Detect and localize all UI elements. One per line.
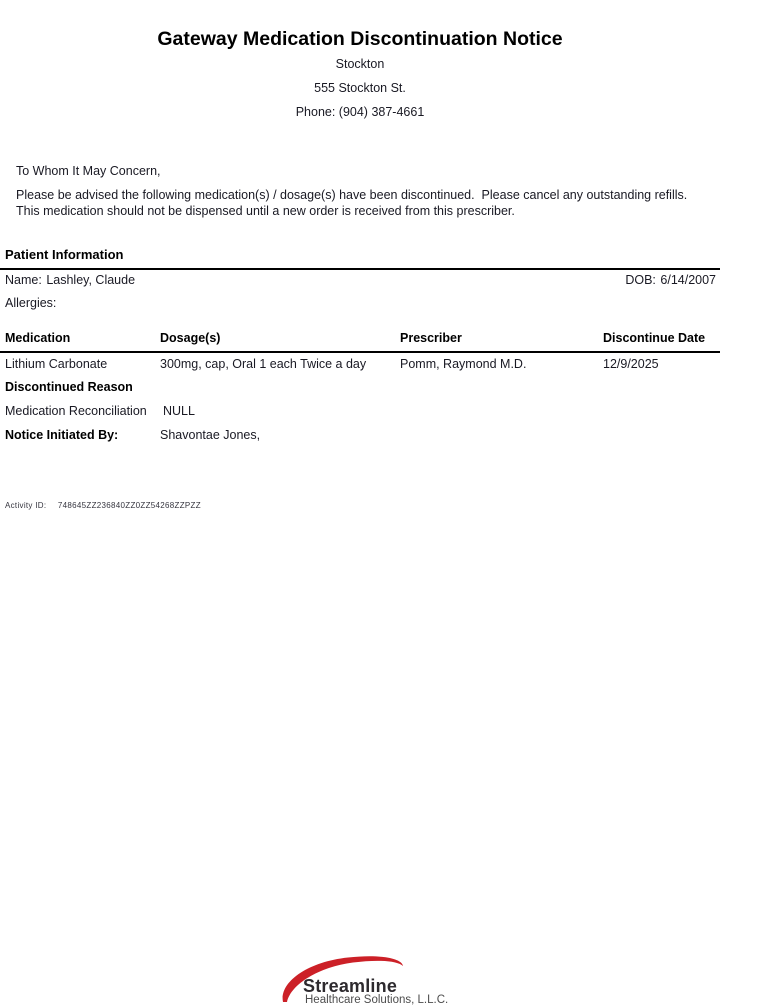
cell-discontinue-date: 12/9/2025 <box>603 357 659 371</box>
salutation: To Whom It May Concern, <box>16 164 161 178</box>
patient-info-divider <box>0 268 720 270</box>
cell-prescriber: Pomm, Raymond M.D. <box>400 357 527 371</box>
patient-dob-label: DOB: <box>625 273 656 287</box>
patient-name-value: Lashley, Claude <box>46 273 136 287</box>
logo-subtitle-text: Healthcare Solutions, L.L.C. <box>305 994 449 1006</box>
discontinued-reason-heading: Discontinued Reason <box>5 380 133 394</box>
notice-initiated-row <box>0 428 720 443</box>
facility-phone: Phone: (904) 387-4661 <box>295 105 425 119</box>
facility-address: 555 Stockton St. <box>314 81 406 95</box>
header-discontinue-date: Discontinue Date <box>603 331 706 345</box>
header-medication: Medication <box>5 331 71 345</box>
logo-brand-text: Streamline <box>303 976 398 996</box>
activity-id-value: 748645ZZ236840ZZ0ZZ54268ZZPZZ <box>57 501 201 510</box>
discontinued-reason: Medication Reconciliation <box>5 404 147 418</box>
table-header-divider <box>0 351 720 353</box>
medication-table-header-row <box>0 331 720 346</box>
activity-id-row <box>5 501 201 510</box>
discontinued-reason-row <box>0 404 720 419</box>
notice-body-paragraph: Please be advised the following medication(s) / dosage(s) have been discontinued. Please cancel any outstanding refills. This medication should not be dispensed until a new order is received from this prescriber. <box>16 188 694 218</box>
header-prescriber: Prescriber <box>400 331 462 345</box>
medication-table-row <box>0 357 720 372</box>
facility-name: Stockton <box>335 57 385 71</box>
patient-name-row <box>5 273 135 287</box>
discontinued-reason-value: NULL <box>163 404 195 418</box>
patient-dob <box>625 273 716 287</box>
patient-dob-value: 6/14/2007 <box>660 273 716 287</box>
allergies-row <box>5 296 59 310</box>
allergies-label: Allergies: <box>5 296 57 310</box>
header-dosage: Dosage(s) <box>160 331 221 345</box>
patient-information-heading: Patient Information <box>5 247 124 262</box>
streamline-logo <box>276 951 456 1008</box>
cell-medication: Lithium Carbonate <box>5 357 108 371</box>
patient-name-label: Name: <box>5 273 42 287</box>
activity-id-label: Activity ID: <box>5 501 47 510</box>
notice-initiated-value: Shavontae Jones, <box>160 428 261 442</box>
cell-dosage: 300mg, cap, Oral 1 each Twice a day <box>160 357 367 371</box>
page-title: Gateway Medication Discontinuation Notice <box>157 28 563 50</box>
notice-initiated-label: Notice Initiated By: <box>5 428 119 442</box>
